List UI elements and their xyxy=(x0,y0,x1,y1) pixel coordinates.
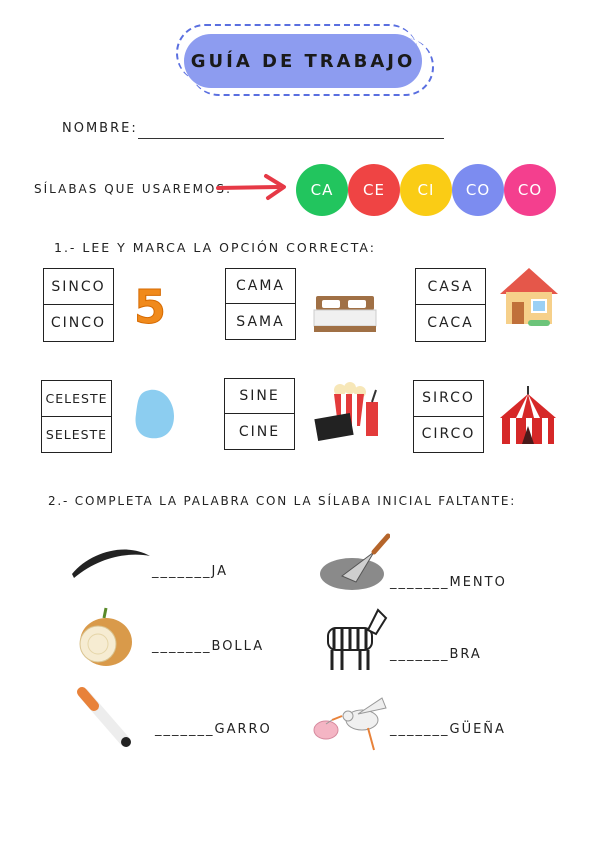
cinema-icon xyxy=(314,380,382,444)
syllable-circle: CA xyxy=(296,164,348,216)
word-option[interactable]: SELESTE xyxy=(45,426,108,442)
completion-word[interactable]: _______JA xyxy=(152,564,228,579)
completion-word[interactable]: _______GÜEÑA xyxy=(390,722,506,737)
page-title: GUÍA DE TRABAJO xyxy=(184,34,422,88)
eyebrow-icon xyxy=(70,544,154,580)
word-option[interactable]: SIRCO xyxy=(414,381,483,417)
arrow-right-icon xyxy=(216,172,290,202)
completion-word[interactable]: _______BRA xyxy=(390,647,482,662)
onion-icon xyxy=(76,604,136,668)
syllables-label: SÍLABAS QUE USAREMOS: xyxy=(34,182,233,196)
word-option[interactable]: CELESTE xyxy=(42,381,111,417)
completion-word[interactable]: _______GARRO xyxy=(155,722,272,737)
word-option[interactable]: CINCO xyxy=(50,315,107,331)
word-choice-box xyxy=(224,378,295,450)
section2-title: 2.- COMPLETA LA PALABRA CON LA SÍLABA INICIAL FALTANTE: xyxy=(48,494,517,508)
word-choice-box xyxy=(413,380,484,453)
house-icon xyxy=(498,264,560,330)
word-option[interactable]: CIRCO xyxy=(421,426,476,443)
word-choice-box xyxy=(225,268,296,340)
zebra-icon xyxy=(320,604,390,674)
name-label: NOMBRE: xyxy=(62,121,138,136)
blue-blob-icon xyxy=(130,386,178,442)
syllable-circle: CE xyxy=(348,164,400,216)
section1-title: 1.- LEE Y MARCA LA OPCIÓN CORRECTA: xyxy=(54,240,376,255)
word-option[interactable]: CACA xyxy=(427,315,474,331)
syllable-circle: CO xyxy=(504,164,556,216)
number-five-icon: 5 xyxy=(134,280,167,334)
word-choice-box xyxy=(43,268,114,342)
word-option[interactable]: SINE xyxy=(225,379,294,414)
word-option[interactable]: CASA xyxy=(416,269,485,305)
bed-icon xyxy=(312,292,378,338)
cigarette-icon xyxy=(74,686,134,750)
word-option[interactable]: CINE xyxy=(238,423,281,440)
completion-word[interactable]: _______MENTO xyxy=(390,575,507,590)
word-choice-box xyxy=(41,380,112,453)
syllable-circle: CO xyxy=(452,164,504,216)
word-option[interactable]: SAMA xyxy=(236,313,285,330)
completion-word[interactable]: _______BOLLA xyxy=(152,639,265,654)
word-option[interactable]: SINCO xyxy=(44,269,113,305)
cement-trowel-icon xyxy=(318,532,390,592)
name-input-line[interactable] xyxy=(138,138,444,139)
circus-tent-icon xyxy=(496,384,560,448)
word-option[interactable]: CAMA xyxy=(226,269,295,304)
word-choice-box xyxy=(415,268,486,342)
stork-icon xyxy=(312,696,390,754)
syllable-circle: CI xyxy=(400,164,452,216)
